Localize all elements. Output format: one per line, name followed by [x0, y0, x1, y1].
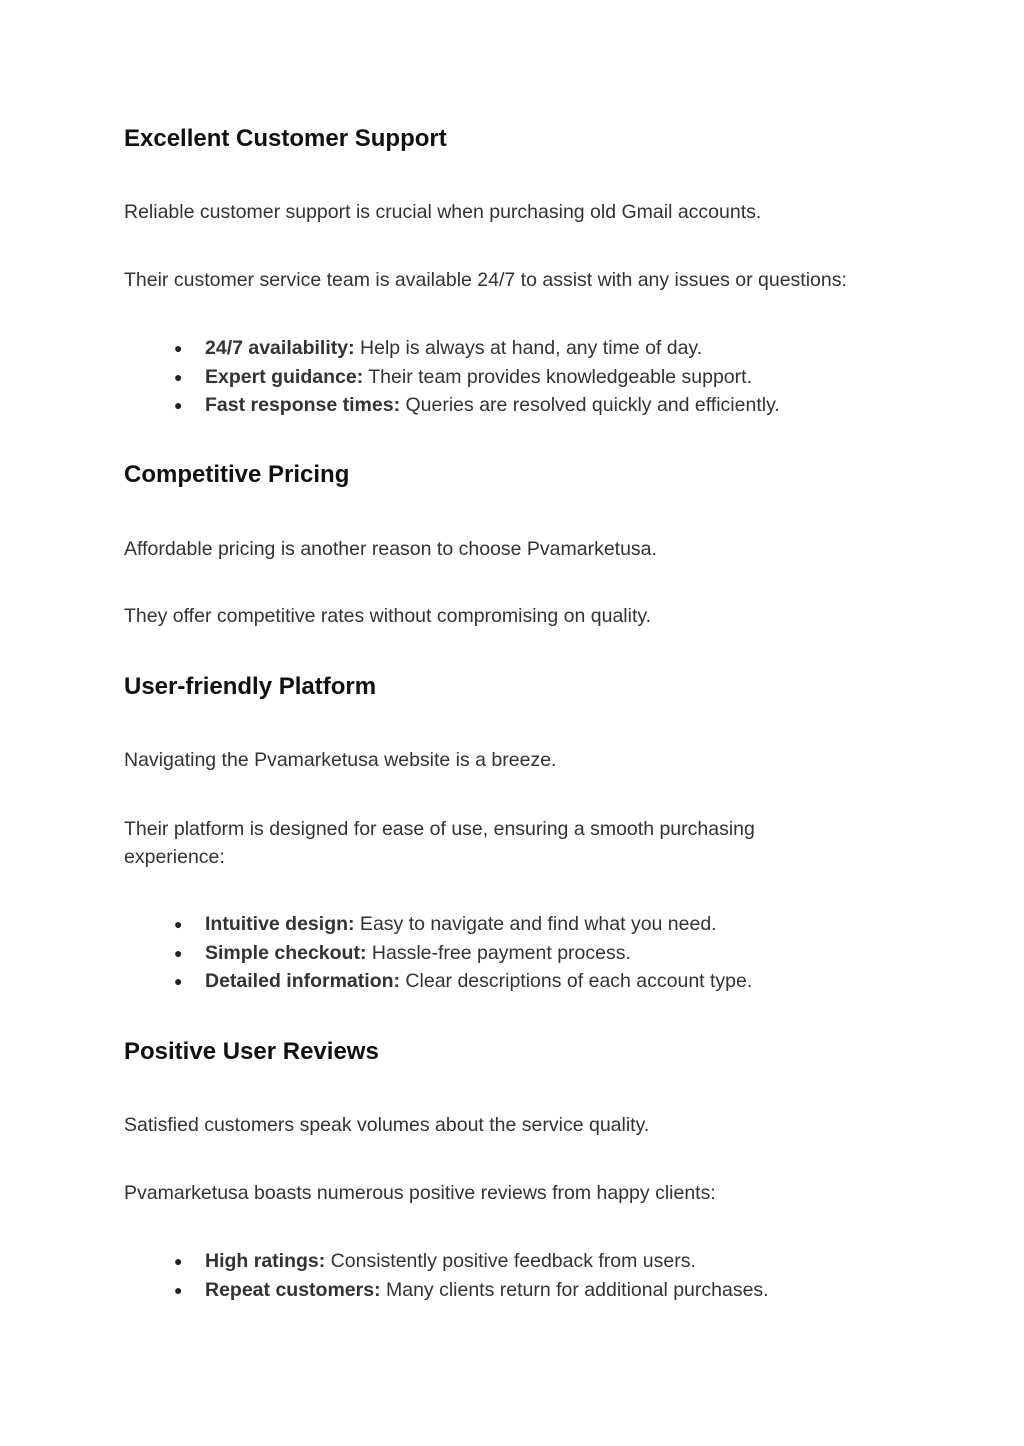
- list-item-text: Queries are resolved quickly and efficiently.: [400, 394, 780, 416]
- list-item-label: Expert guidance:: [205, 365, 364, 388]
- paragraph: Their customer service team is available 24/7 to assist with any issues or questions:: [124, 269, 847, 291]
- list-item: [124, 1247, 769, 1276]
- list-item-label: High ratings:: [205, 1250, 326, 1272]
- heading-customer-support: Excellent Customer Support: [124, 125, 447, 152]
- list-item-text: Help is always at hand, any time of day.: [354, 337, 703, 359]
- bullet-icon: ●: [174, 368, 183, 385]
- bullet-icon: ●: [174, 1253, 183, 1269]
- bullet-icon: ●: [174, 916, 183, 932]
- bullet-list: [124, 334, 780, 420]
- paragraph: Their platform is designed for ease of use, ensuring a smooth purchasing experience:: [124, 818, 755, 868]
- list-item-label: Detailed information:: [205, 970, 401, 992]
- bullet-icon: ●: [174, 1281, 183, 1298]
- list-item-text: Consistently positive feedback from users.: [325, 1250, 696, 1272]
- bullet-list: [124, 1247, 769, 1304]
- list-item-text: Hassle-free payment process.: [366, 941, 631, 964]
- paragraph: Reliable customer support is crucial when purchasing old Gmail accounts.: [124, 201, 762, 223]
- list-item-text: Easy to navigate and find what you need.: [354, 913, 717, 935]
- list-item-text: Their team provides knowledgeable support.: [363, 365, 752, 388]
- list-item-label: 24/7 availability:: [205, 337, 355, 359]
- list-item-text: Many clients return for additional purchases.: [380, 1278, 769, 1301]
- list-item-label: Fast response times:: [205, 394, 401, 416]
- list-item: [124, 391, 780, 420]
- paragraph: Pvamarketusa boasts numerous positive reviews from happy clients:: [124, 1182, 716, 1204]
- bullet-list: [124, 910, 752, 996]
- list-item: [124, 910, 752, 939]
- list-item-label: Intuitive design:: [205, 913, 355, 935]
- paragraph: Satisfied customers speak volumes about the service quality.: [124, 1114, 650, 1136]
- list-item: [124, 1276, 769, 1305]
- bullet-icon: ●: [174, 944, 183, 961]
- heading-positive-user-reviews: Positive User Reviews: [124, 1038, 379, 1065]
- bullet-icon: ●: [174, 973, 183, 989]
- list-item: [124, 939, 752, 968]
- list-item-label: Simple checkout:: [205, 941, 367, 964]
- bullet-icon: ●: [174, 397, 183, 413]
- paragraph: Navigating the Pvamarketusa website is a breeze.: [124, 749, 557, 771]
- list-item-label: Repeat customers:: [205, 1278, 381, 1301]
- heading-user-friendly-platform: User-friendly Platform: [124, 673, 377, 700]
- paragraph: They offer competitive rates without compromising on quality.: [124, 605, 652, 627]
- list-item: [124, 967, 752, 996]
- paragraph: Affordable pricing is another reason to choose Pvamarketusa.: [124, 538, 657, 560]
- bullet-icon: ●: [174, 340, 183, 356]
- list-item: [124, 334, 780, 363]
- list-item-text: Clear descriptions of each account type.: [400, 970, 753, 992]
- list-item: [124, 363, 780, 392]
- heading-competitive-pricing: Competitive Pricing: [124, 461, 350, 488]
